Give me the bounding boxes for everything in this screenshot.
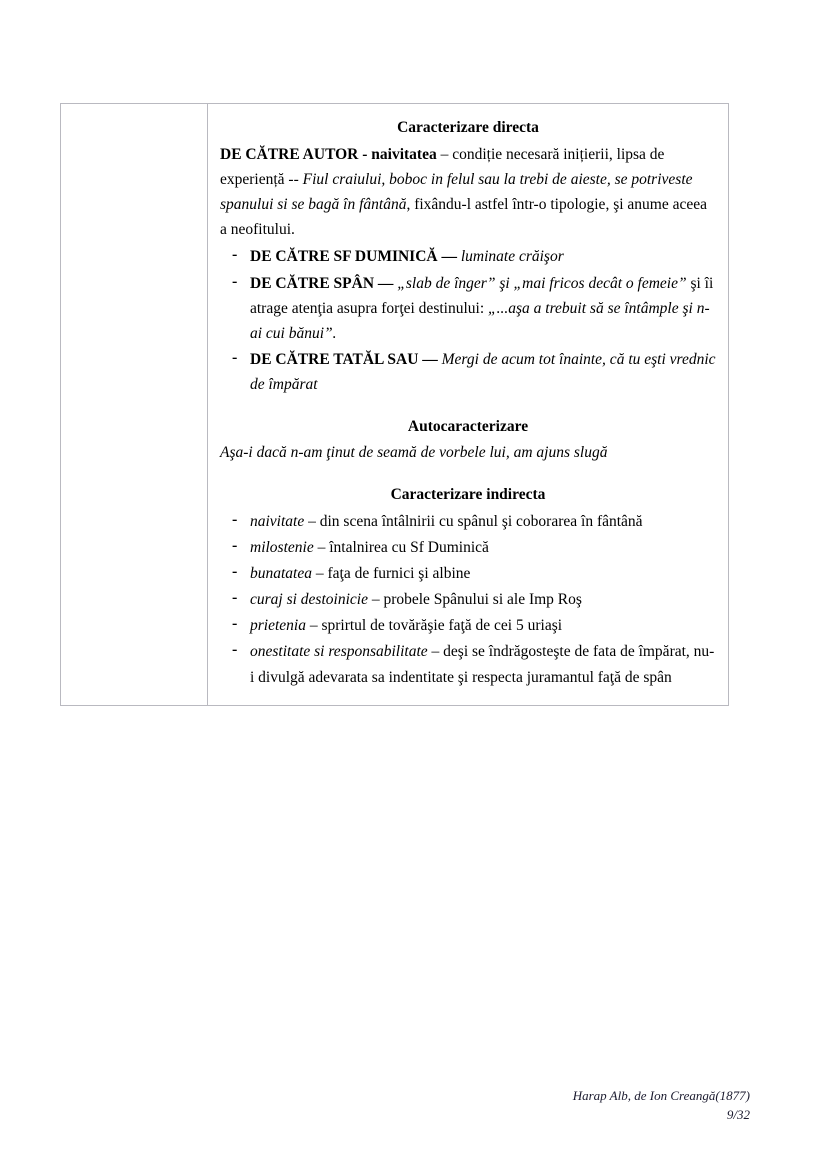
paragraph-author — [220, 142, 716, 242]
item-text: – deşi se îndrăgosteşte de fata de împărat, nu-i divulgă adevarata sa indentitate şi respecta juramantul faţă de spân — [250, 643, 715, 686]
author-quote: Fiul craiului, boboc in felul sau la trebi de aieste, se potriveste spanului si se bagă în fântână — [220, 171, 693, 214]
list-item — [228, 613, 716, 638]
autocaracterizare-text: Aşa-i dacă n-am ţinut de seamă de vorbele lui, am ajuns slugă — [220, 444, 608, 462]
item-text: – probele Spânului si ale Imp Roş — [367, 591, 582, 609]
item-text: – din scena întâlnirii cu spânul şi coborarea în fântână — [304, 512, 643, 530]
heading-caracterizare-indirecta: Caracterizare indirecta — [390, 485, 546, 503]
item-quote: luminate crăişor — [460, 248, 564, 266]
item-label: DE CĂTRE TATĂL SAU — [250, 350, 419, 368]
item-term: onestitate si responsabilitate — [250, 643, 428, 661]
page-footer — [573, 1087, 750, 1125]
item-term: curaj si destoinicie — [250, 591, 368, 609]
item-quote-2: „...aşa a trebuit să se întâmple şi n-ai cui bănui”. — [250, 299, 710, 342]
item-quote: Mergi de acum tot înainte, că tu eşti vrednic de împărat — [250, 350, 716, 393]
author-text-2: , fixându-l astfel într-o tipologie, şi anume aceea a neofitului. — [220, 196, 707, 239]
item-text: şi îi atrage atenţia asupra forţei destinului: — [250, 274, 714, 317]
list-item — [228, 639, 716, 689]
item-label: DE CĂTRE SF DUMINICĂ — [250, 248, 438, 266]
list-item — [228, 509, 716, 534]
item-term: bunatatea — [250, 565, 312, 583]
indirect-characterization-list — [220, 509, 716, 690]
heading-autocaracterizare: Autocaracterizare — [407, 418, 529, 436]
list-item — [228, 587, 716, 612]
item-dash: — — [418, 350, 442, 368]
list-item — [228, 347, 716, 397]
footer-source: Harap Alb, de Ion Creangă(1877) — [572, 1088, 750, 1104]
item-quote: „slab de înger” şi „mai fricos decât o femeie” — [397, 274, 687, 292]
item-term: prietenia — [250, 617, 306, 635]
footer-page-number: 9/32 — [726, 1107, 750, 1123]
spacer — [220, 398, 716, 415]
item-term: milostenie — [250, 539, 314, 557]
table-cell-left — [61, 104, 208, 706]
content-table — [60, 103, 729, 706]
item-label: DE CĂTRE SPÂN — [250, 274, 375, 292]
author-label: DE CĂTRE AUTOR - naivitatea — [220, 146, 437, 164]
item-text: – faţa de furnici şi albine — [312, 565, 471, 583]
table-row — [61, 104, 729, 706]
item-dash: — — [374, 274, 398, 292]
list-item — [228, 535, 716, 560]
item-dash: — — [437, 248, 461, 266]
left-column-content — [61, 104, 207, 130]
table-cell-right — [208, 104, 729, 706]
direct-characterization-list — [220, 244, 716, 397]
item-text: – sprirtul de tovărăşie faţă de cei 5 uriaşi — [305, 617, 563, 635]
item-text: – întalnirea cu Sf Duminică — [313, 539, 489, 557]
list-item — [228, 271, 716, 346]
list-item — [228, 244, 716, 269]
list-item — [228, 561, 716, 586]
heading-caracterizare-directa: Caracterizare directa — [397, 119, 539, 136]
item-term: naivitate — [250, 512, 305, 530]
author-text-1: – condiție necesară inițierii, lipsa de experiență -- — [220, 146, 665, 189]
spacer — [220, 466, 716, 483]
right-column-content — [208, 104, 728, 705]
